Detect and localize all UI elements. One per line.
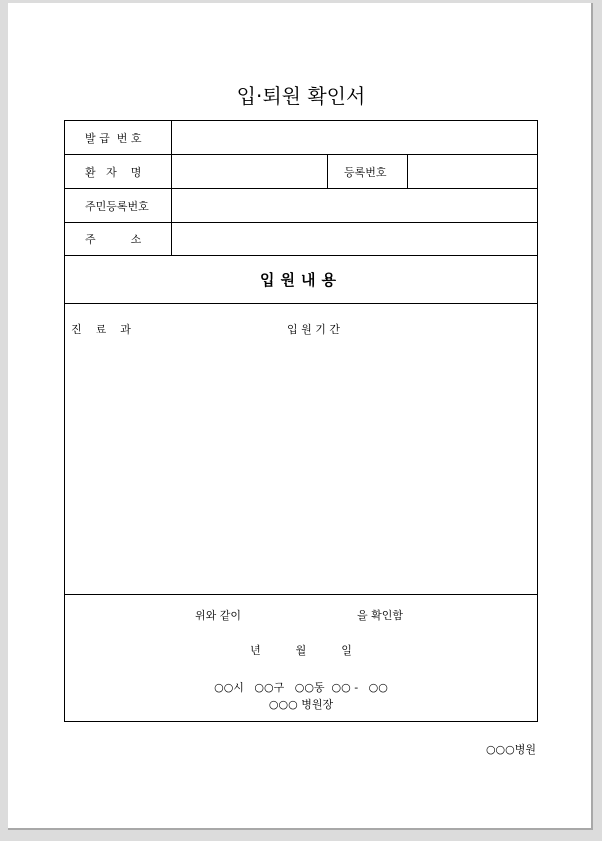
- date-line: 년 월 일: [250, 644, 352, 657]
- issue-number-field[interactable]: [172, 121, 538, 154]
- row-divider: [65, 255, 537, 256]
- issue-number-label: 발 급 번 호: [85, 132, 142, 145]
- hospital-director: ○○○ 병원장: [268, 698, 334, 711]
- row-divider: [65, 594, 537, 595]
- address-field[interactable]: [172, 223, 538, 255]
- resident-number-label: 주민등록번호: [85, 200, 149, 213]
- admission-period-label: 입 원 기 간: [287, 323, 340, 336]
- section-title: 입원내용: [260, 271, 342, 289]
- confirmation-right-text: 을 확인함: [357, 609, 404, 622]
- department-label: 진 료 과: [71, 323, 131, 336]
- resident-number-field[interactable]: [172, 189, 538, 222]
- document-title: 입·퇴원 확인서: [236, 84, 366, 108]
- registration-number-field[interactable]: [408, 155, 538, 188]
- hospital-name-footer: ○○○병원: [485, 743, 536, 756]
- address-label: 주 소: [85, 233, 142, 246]
- patient-name-label: 환 자 명: [85, 166, 142, 179]
- admission-details-area[interactable]: [65, 304, 537, 594]
- form-table: [64, 120, 538, 722]
- patient-name-field[interactable]: [172, 155, 327, 188]
- confirmation-left-text: 위와 같이: [195, 609, 242, 622]
- column-divider: [327, 154, 328, 188]
- hospital-address-line: ○○시 ○○구 ○○동 ○○ - ○○: [214, 681, 388, 694]
- registration-number-label: 등록번호: [344, 166, 387, 179]
